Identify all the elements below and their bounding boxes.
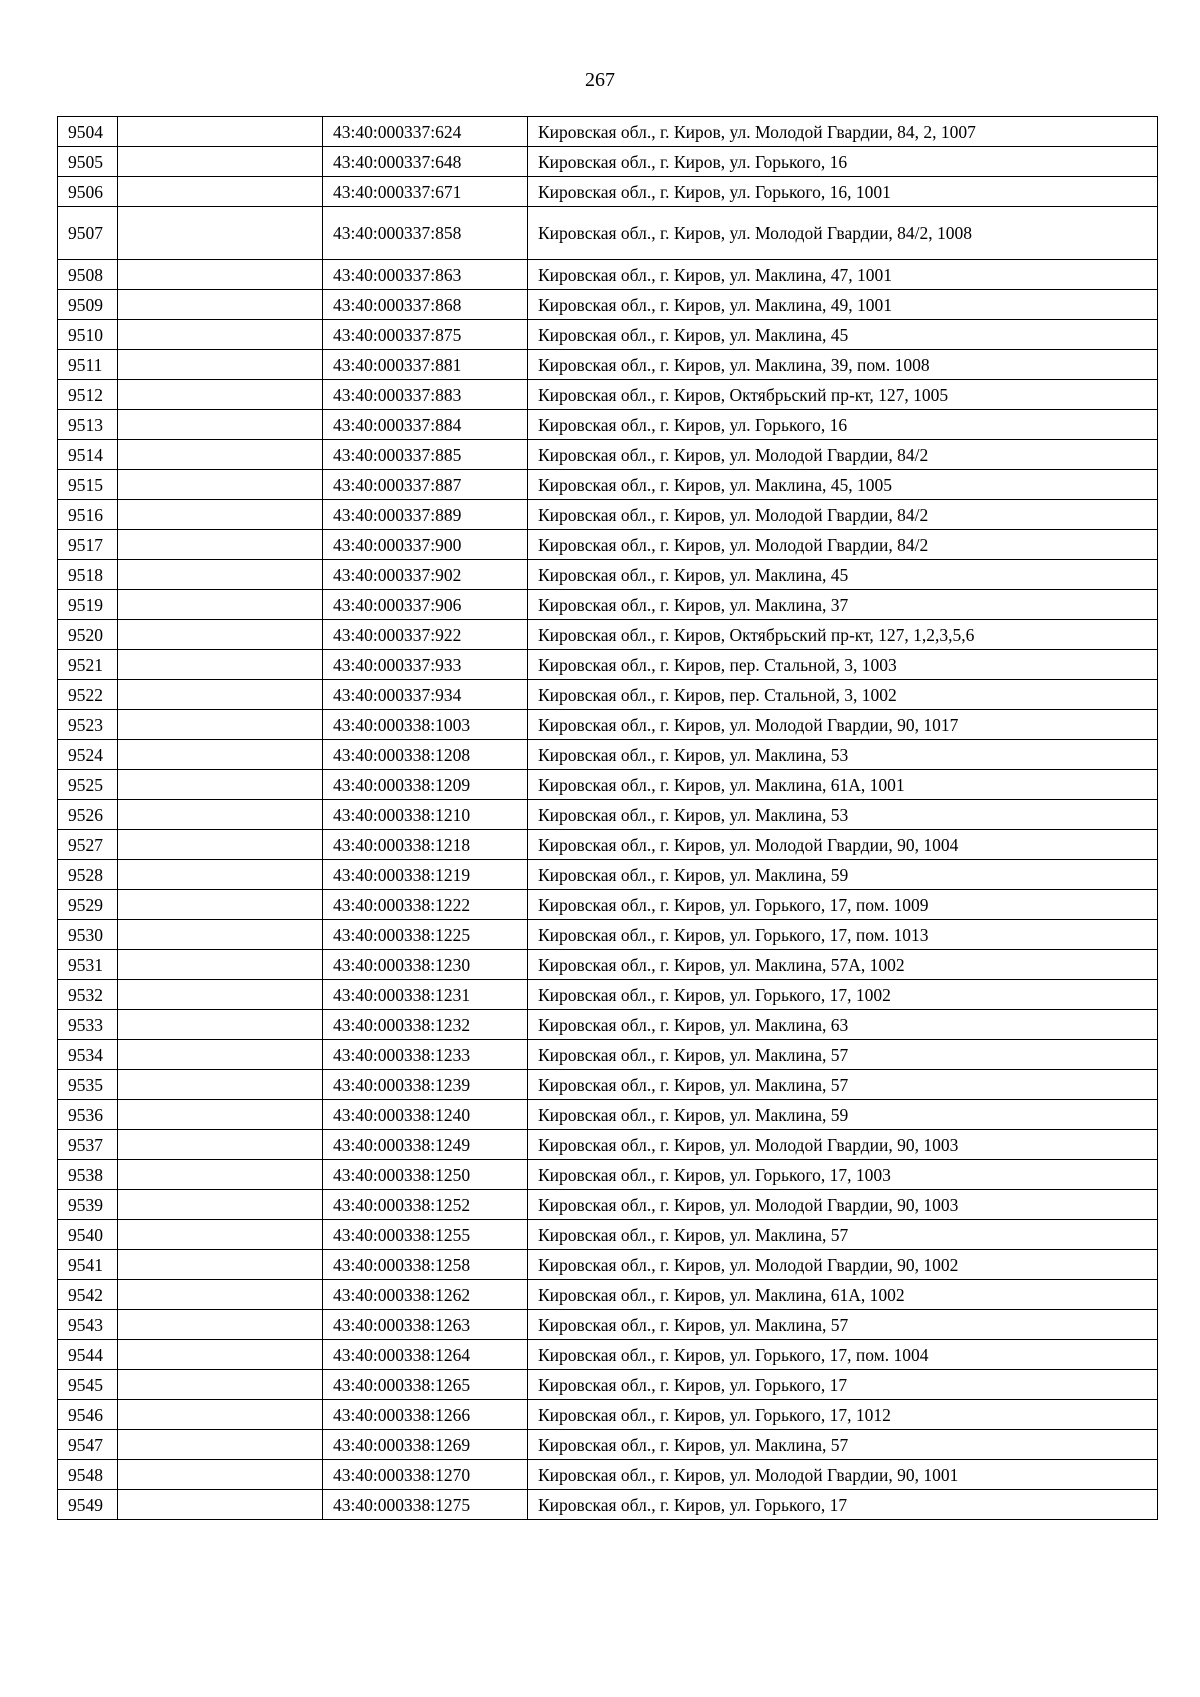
empty-cell [118, 800, 323, 830]
cadastral-number-cell: 43:40:000337:624 [323, 117, 528, 147]
cadastral-number-cell: 43:40:000337:881 [323, 350, 528, 380]
row-number-cell: 9513 [58, 410, 118, 440]
address-cell: Кировская обл., г. Киров, пер. Стальной, 3, 1003 [528, 650, 1158, 680]
cadastral-number-cell: 43:40:000337:922 [323, 620, 528, 650]
address-cell: Кировская обл., г. Киров, ул. Горького, 17, пом. 1004 [528, 1340, 1158, 1370]
empty-cell [118, 770, 323, 800]
empty-cell [118, 1130, 323, 1160]
empty-cell [118, 147, 323, 177]
empty-cell [118, 320, 323, 350]
address-cell: Кировская обл., г. Киров, ул. Маклина, 57 [528, 1070, 1158, 1100]
empty-cell [118, 207, 323, 260]
empty-cell [118, 350, 323, 380]
address-cell: Кировская обл., г. Киров, ул. Маклина, 57 [528, 1040, 1158, 1070]
table-row [58, 1430, 1158, 1460]
empty-cell [118, 1040, 323, 1070]
empty-cell [118, 860, 323, 890]
cadastral-number-cell: 43:40:000338:1231 [323, 980, 528, 1010]
table-row [58, 680, 1158, 710]
cadastral-number-cell: 43:40:000337:863 [323, 260, 528, 290]
empty-cell [118, 740, 323, 770]
row-number-cell: 9544 [58, 1340, 118, 1370]
address-cell: Кировская обл., г. Киров, ул. Молодой Гвардии, 90, 1017 [528, 710, 1158, 740]
empty-cell [118, 500, 323, 530]
row-number-cell: 9511 [58, 350, 118, 380]
cadastral-number-cell: 43:40:000337:906 [323, 590, 528, 620]
table-row [58, 470, 1158, 500]
cadastral-number-cell: 43:40:000337:889 [323, 500, 528, 530]
row-number-cell: 9510 [58, 320, 118, 350]
address-cell: Кировская обл., г. Киров, пер. Стальной, 3, 1002 [528, 680, 1158, 710]
address-cell: Кировская обл., г. Киров, ул. Маклина, 53 [528, 740, 1158, 770]
empty-cell [118, 1460, 323, 1490]
cadastral-number-cell: 43:40:000338:1232 [323, 1010, 528, 1040]
row-number-cell: 9521 [58, 650, 118, 680]
empty-cell [118, 410, 323, 440]
table-row [58, 860, 1158, 890]
cadastral-number-cell: 43:40:000337:887 [323, 470, 528, 500]
cadastral-number-cell: 43:40:000338:1233 [323, 1040, 528, 1070]
address-cell: Кировская обл., г. Киров, ул. Маклина, 61А, 1001 [528, 770, 1158, 800]
cadastral-number-cell: 43:40:000338:1240 [323, 1100, 528, 1130]
row-number-cell: 9508 [58, 260, 118, 290]
row-number-cell: 9537 [58, 1130, 118, 1160]
empty-cell [118, 890, 323, 920]
cadastral-number-cell: 43:40:000338:1262 [323, 1280, 528, 1310]
table-row [58, 290, 1158, 320]
row-number-cell: 9517 [58, 530, 118, 560]
address-cell: Кировская обл., г. Киров, Октябрьский пр-кт, 127, 1005 [528, 380, 1158, 410]
cadastral-number-cell: 43:40:000337:648 [323, 147, 528, 177]
table-row [58, 560, 1158, 590]
cadastral-number-cell: 43:40:000338:1249 [323, 1130, 528, 1160]
table-row [58, 410, 1158, 440]
address-cell: Кировская обл., г. Киров, ул. Горького, 16 [528, 147, 1158, 177]
row-number-cell: 9546 [58, 1400, 118, 1430]
cadastral-number-cell: 43:40:000338:1275 [323, 1490, 528, 1520]
cadastral-number-cell: 43:40:000337:885 [323, 440, 528, 470]
cadastral-number-cell: 43:40:000338:1218 [323, 830, 528, 860]
cadastral-number-cell: 43:40:000338:1208 [323, 740, 528, 770]
empty-cell [118, 1370, 323, 1400]
table-row [58, 590, 1158, 620]
address-cell: Кировская обл., г. Киров, ул. Молодой Гвардии, 84/2 [528, 500, 1158, 530]
address-cell: Кировская обл., г. Киров, ул. Маклина, 57 [528, 1310, 1158, 1340]
row-number-cell: 9522 [58, 680, 118, 710]
table-row [58, 380, 1158, 410]
row-number-cell: 9526 [58, 800, 118, 830]
address-cell: Кировская обл., г. Киров, ул. Молодой Гвардии, 90, 1001 [528, 1460, 1158, 1490]
address-cell: Кировская обл., г. Киров, ул. Молодой Гвардии, 84/2, 1008 [528, 207, 1158, 260]
empty-cell [118, 440, 323, 470]
address-cell: Кировская обл., г. Киров, ул. Горького, 17, 1003 [528, 1160, 1158, 1190]
table-row [58, 1100, 1158, 1130]
table-row [58, 980, 1158, 1010]
empty-cell [118, 650, 323, 680]
cadastral-number-cell: 43:40:000338:1239 [323, 1070, 528, 1100]
row-number-cell: 9547 [58, 1430, 118, 1460]
table-row [58, 1340, 1158, 1370]
empty-cell [118, 117, 323, 147]
table-row [58, 530, 1158, 560]
table-row [58, 1220, 1158, 1250]
empty-cell [118, 980, 323, 1010]
empty-cell [118, 380, 323, 410]
address-cell: Кировская обл., г. Киров, ул. Молодой Гвардии, 90, 1002 [528, 1250, 1158, 1280]
empty-cell [118, 290, 323, 320]
table-row [58, 620, 1158, 650]
address-cell: Кировская обл., г. Киров, ул. Маклина, 59 [528, 860, 1158, 890]
empty-cell [118, 470, 323, 500]
address-cell: Кировская обл., г. Киров, ул. Маклина, 61А, 1002 [528, 1280, 1158, 1310]
cadastral-number-cell: 43:40:000338:1263 [323, 1310, 528, 1340]
cadastral-number-cell: 43:40:000337:671 [323, 177, 528, 207]
address-cell: Кировская обл., г. Киров, ул. Горького, 17, пом. 1013 [528, 920, 1158, 950]
address-cell: Кировская обл., г. Киров, ул. Молодой Гвардии, 90, 1003 [528, 1190, 1158, 1220]
cadastral-number-cell: 43:40:000338:1222 [323, 890, 528, 920]
cadastral-number-cell: 43:40:000337:884 [323, 410, 528, 440]
row-number-cell: 9540 [58, 1220, 118, 1250]
address-cell: Кировская обл., г. Киров, ул. Горького, 17 [528, 1490, 1158, 1520]
cadastral-number-cell: 43:40:000337:875 [323, 320, 528, 350]
empty-cell [118, 1100, 323, 1130]
address-cell: Кировская обл., г. Киров, ул. Маклина, 59 [528, 1100, 1158, 1130]
cadastral-number-cell: 43:40:000338:1225 [323, 920, 528, 950]
address-cell: Кировская обл., г. Киров, ул. Горького, 16 [528, 410, 1158, 440]
row-number-cell: 9531 [58, 950, 118, 980]
address-cell: Кировская обл., г. Киров, ул. Маклина, 37 [528, 590, 1158, 620]
page-number: 267 [585, 69, 615, 91]
row-number-cell: 9514 [58, 440, 118, 470]
table-row [58, 920, 1158, 950]
cadastral-number-cell: 43:40:000338:1250 [323, 1160, 528, 1190]
address-cell: Кировская обл., г. Киров, ул. Горького, 17, 1002 [528, 980, 1158, 1010]
row-number-cell: 9534 [58, 1040, 118, 1070]
row-number-cell: 9548 [58, 1460, 118, 1490]
empty-cell [118, 950, 323, 980]
empty-cell [118, 830, 323, 860]
address-cell: Кировская обл., г. Киров, ул. Горького, 17, 1012 [528, 1400, 1158, 1430]
cadastral-number-cell: 43:40:000337:900 [323, 530, 528, 560]
empty-cell [118, 1220, 323, 1250]
address-cell: Кировская обл., г. Киров, ул. Горького, 17 [528, 1370, 1158, 1400]
row-number-cell: 9542 [58, 1280, 118, 1310]
cadastral-number-cell: 43:40:000337:858 [323, 207, 528, 260]
table-row [58, 260, 1158, 290]
address-cell: Кировская обл., г. Киров, ул. Маклина, 57А, 1002 [528, 950, 1158, 980]
address-cell: Кировская обл., г. Киров, ул. Молодой Гвардии, 90, 1003 [528, 1130, 1158, 1160]
row-number-cell: 9543 [58, 1310, 118, 1340]
address-cell: Кировская обл., г. Киров, ул. Маклина, 57 [528, 1220, 1158, 1250]
cadastral-number-cell: 43:40:000338:1003 [323, 710, 528, 740]
table-row [58, 830, 1158, 860]
address-cell: Кировская обл., г. Киров, ул. Маклина, 45 [528, 560, 1158, 590]
address-cell: Кировская обл., г. Киров, ул. Молодой Гвардии, 84, 2, 1007 [528, 117, 1158, 147]
empty-cell [118, 1340, 323, 1370]
registry-table [57, 116, 1158, 1520]
cadastral-number-cell: 43:40:000337:868 [323, 290, 528, 320]
empty-cell [118, 177, 323, 207]
address-cell: Кировская обл., г. Киров, ул. Маклина, 57 [528, 1430, 1158, 1460]
row-number-cell: 9535 [58, 1070, 118, 1100]
row-number-cell: 9545 [58, 1370, 118, 1400]
cadastral-number-cell: 43:40:000338:1266 [323, 1400, 528, 1430]
table-row [58, 710, 1158, 740]
empty-cell [118, 1160, 323, 1190]
row-number-cell: 9532 [58, 980, 118, 1010]
cadastral-number-cell: 43:40:000337:902 [323, 560, 528, 590]
row-number-cell: 9518 [58, 560, 118, 590]
cadastral-number-cell: 43:40:000337:933 [323, 650, 528, 680]
row-number-cell: 9539 [58, 1190, 118, 1220]
row-number-cell: 9507 [58, 207, 118, 260]
empty-cell [118, 260, 323, 290]
table-row [58, 740, 1158, 770]
empty-cell [118, 920, 323, 950]
empty-cell [118, 1430, 323, 1460]
address-cell: Кировская обл., г. Киров, ул. Молодой Гвардии, 84/2 [528, 440, 1158, 470]
address-cell: Кировская обл., г. Киров, ул. Маклина, 45 [528, 320, 1158, 350]
row-number-cell: 9519 [58, 590, 118, 620]
row-number-cell: 9529 [58, 890, 118, 920]
registry-table-body [58, 117, 1158, 1520]
empty-cell [118, 1400, 323, 1430]
row-number-cell: 9530 [58, 920, 118, 950]
table-row [58, 1370, 1158, 1400]
row-number-cell: 9505 [58, 147, 118, 177]
empty-cell [118, 1250, 323, 1280]
table-row [58, 117, 1158, 147]
address-cell: Кировская обл., г. Киров, ул. Молодой Гвардии, 84/2 [528, 530, 1158, 560]
address-cell: Кировская обл., г. Киров, ул. Маклина, 49, 1001 [528, 290, 1158, 320]
cadastral-number-cell: 43:40:000338:1255 [323, 1220, 528, 1250]
row-number-cell: 9533 [58, 1010, 118, 1040]
empty-cell [118, 1280, 323, 1310]
table-row [58, 1130, 1158, 1160]
cadastral-number-cell: 43:40:000338:1230 [323, 950, 528, 980]
table-row [58, 320, 1158, 350]
cadastral-number-cell: 43:40:000337:883 [323, 380, 528, 410]
table-row [58, 177, 1158, 207]
table-row [58, 1460, 1158, 1490]
table-row [58, 1400, 1158, 1430]
row-number-cell: 9504 [58, 117, 118, 147]
table-row [58, 1250, 1158, 1280]
row-number-cell: 9528 [58, 860, 118, 890]
address-cell: Кировская обл., г. Киров, Октябрьский пр-кт, 127, 1,2,3,5,6 [528, 620, 1158, 650]
table-row [58, 350, 1158, 380]
cadastral-number-cell: 43:40:000337:934 [323, 680, 528, 710]
address-cell: Кировская обл., г. Киров, ул. Маклина, 53 [528, 800, 1158, 830]
row-number-cell: 9523 [58, 710, 118, 740]
empty-cell [118, 680, 323, 710]
cadastral-number-cell: 43:40:000338:1265 [323, 1370, 528, 1400]
table-row [58, 1010, 1158, 1040]
table-row [58, 770, 1158, 800]
table-row [58, 207, 1158, 260]
empty-cell [118, 620, 323, 650]
row-number-cell: 9538 [58, 1160, 118, 1190]
address-cell: Кировская обл., г. Киров, ул. Маклина, 45, 1005 [528, 470, 1158, 500]
row-number-cell: 9525 [58, 770, 118, 800]
address-cell: Кировская обл., г. Киров, ул. Маклина, 47, 1001 [528, 260, 1158, 290]
empty-cell [118, 1310, 323, 1340]
address-cell: Кировская обл., г. Киров, ул. Маклина, 63 [528, 1010, 1158, 1040]
table-row [58, 1070, 1158, 1100]
empty-cell [118, 1010, 323, 1040]
row-number-cell: 9536 [58, 1100, 118, 1130]
table-row [58, 1160, 1158, 1190]
table-row [58, 950, 1158, 980]
row-number-cell: 9506 [58, 177, 118, 207]
cadastral-number-cell: 43:40:000338:1270 [323, 1460, 528, 1490]
empty-cell [118, 1190, 323, 1220]
row-number-cell: 9541 [58, 1250, 118, 1280]
address-cell: Кировская обл., г. Киров, ул. Горького, 16, 1001 [528, 177, 1158, 207]
row-number-cell: 9549 [58, 1490, 118, 1520]
table-row [58, 440, 1158, 470]
table-row [58, 1280, 1158, 1310]
cadastral-number-cell: 43:40:000338:1209 [323, 770, 528, 800]
empty-cell [118, 590, 323, 620]
table-row [58, 650, 1158, 680]
empty-cell [118, 560, 323, 590]
row-number-cell: 9524 [58, 740, 118, 770]
table-row [58, 1190, 1158, 1220]
cadastral-number-cell: 43:40:000338:1264 [323, 1340, 528, 1370]
cadastral-number-cell: 43:40:000338:1269 [323, 1430, 528, 1460]
table-row [58, 147, 1158, 177]
table-row [58, 500, 1158, 530]
address-cell: Кировская обл., г. Киров, ул. Молодой Гвардии, 90, 1004 [528, 830, 1158, 860]
cadastral-number-cell: 43:40:000338:1219 [323, 860, 528, 890]
table-row [58, 890, 1158, 920]
empty-cell [118, 1070, 323, 1100]
row-number-cell: 9509 [58, 290, 118, 320]
cadastral-number-cell: 43:40:000338:1210 [323, 800, 528, 830]
table-row [58, 1310, 1158, 1340]
row-number-cell: 9515 [58, 470, 118, 500]
address-cell: Кировская обл., г. Киров, ул. Маклина, 39, пом. 1008 [528, 350, 1158, 380]
table-row [58, 1490, 1158, 1520]
row-number-cell: 9527 [58, 830, 118, 860]
table-row [58, 800, 1158, 830]
row-number-cell: 9516 [58, 500, 118, 530]
cadastral-number-cell: 43:40:000338:1258 [323, 1250, 528, 1280]
row-number-cell: 9512 [58, 380, 118, 410]
cadastral-number-cell: 43:40:000338:1252 [323, 1190, 528, 1220]
table-row [58, 1040, 1158, 1070]
row-number-cell: 9520 [58, 620, 118, 650]
empty-cell [118, 530, 323, 560]
empty-cell [118, 710, 323, 740]
empty-cell [118, 1490, 323, 1520]
address-cell: Кировская обл., г. Киров, ул. Горького, 17, пом. 1009 [528, 890, 1158, 920]
